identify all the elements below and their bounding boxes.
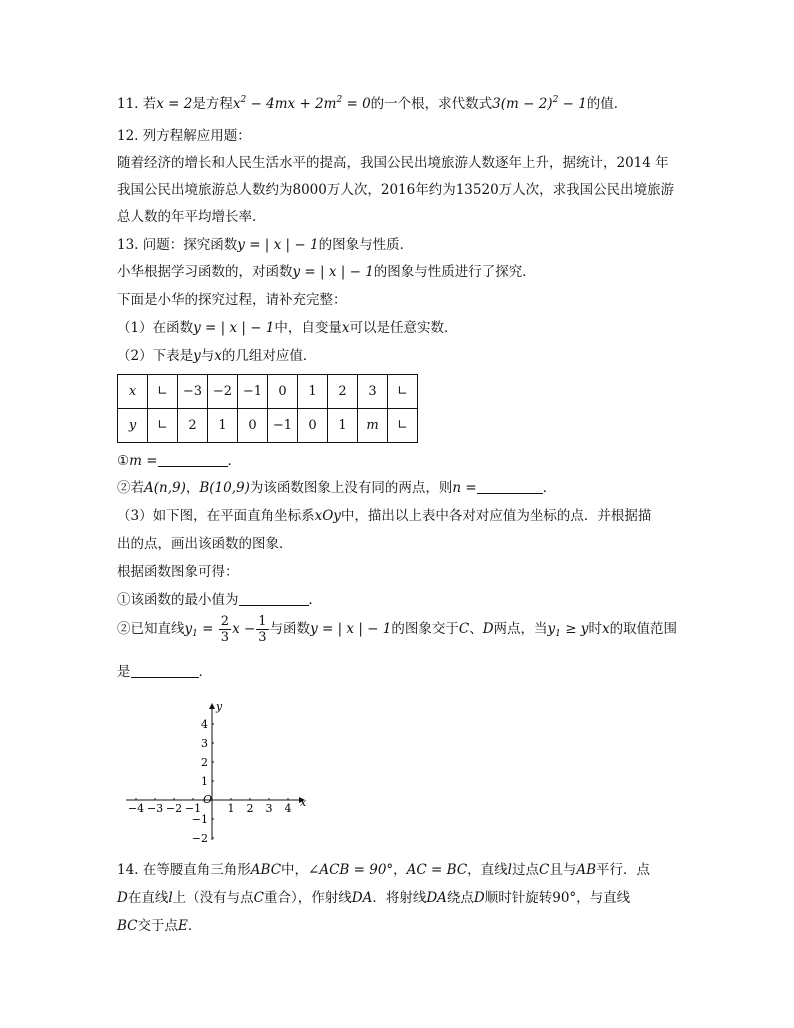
- q13-result-title: 根据函数图象可得：: [117, 564, 239, 580]
- answer-blank[interactable]: [158, 452, 228, 467]
- table-cell: y: [118, 409, 148, 443]
- x-tick-label: −2: [165, 802, 183, 815]
- value-table: [117, 374, 418, 443]
- q14-line-1: 14. 在等腰直角三角形ABC中，∠ACB = 90°，AC = BC，直线l过点C且与AB平行．点: [117, 862, 650, 878]
- y-tick-label: −1: [191, 813, 208, 826]
- table-cell: m: [358, 409, 388, 443]
- fraction-one-third: $\frac{1}{3}$: [258, 614, 267, 645]
- table-cell: −2: [208, 375, 238, 409]
- y-tick-label: 3: [201, 737, 208, 750]
- y-tick-label: 2: [201, 756, 208, 769]
- q13-result-1: ①该函数的最小值为 ．: [117, 592, 322, 608]
- q12-title: 12. 列方程解应用题：: [117, 128, 251, 144]
- y-tick-label: −2: [191, 832, 208, 845]
- answer-blank[interactable]: [477, 479, 543, 494]
- q13-question-m: ①m = ．: [117, 453, 242, 469]
- y-tick-label: 4: [201, 718, 208, 731]
- q13-part3: （3）如下图，在平面直角坐标系xOy中，描出以上表中各对对应值为坐标的点．并根据描: [117, 508, 652, 524]
- x-tick-label: 2: [246, 802, 254, 815]
- table-cell: ∟: [148, 409, 178, 443]
- answer-blank[interactable]: [239, 591, 309, 606]
- table-cell: 1: [208, 409, 238, 443]
- q11-line: 11. 若x = 2是方程$x^2 - 4mx + 2m^2 = 0$的一个根，求代数式$3(m - 2)^2 - 1$的值．: [117, 95, 628, 112]
- q13-line-2: 小华根据学习函数的，对函数y = | x | − 1的图象与性质进行了探究．: [117, 264, 536, 280]
- q13-question-n: ②若A(n,9)，B(10,9)为该函数图象上没有同的两点，则n = ．: [117, 480, 557, 496]
- q13-line-3: 下面是小华的探究过程，请补充完整：: [117, 292, 347, 308]
- table-cell: −1: [268, 409, 298, 443]
- y-tick-label: 1: [201, 775, 208, 788]
- answer-blank[interactable]: [131, 663, 199, 678]
- table-cell: ∟: [388, 409, 418, 443]
- q13-part1: （1）在函数y = | x | − 1中，自变量x可以是任意实数．: [117, 320, 458, 336]
- coordinate-plane: [118, 696, 318, 846]
- q13-result-2: ②已知直线$y_1$ = $\frac{2}{3}$ x − $\frac{1}{3}$ 与函数y = | x | − 1的图象交于C、D两点，当$y_1 \ge y$时x的取值范围: [117, 614, 678, 645]
- y-tick-labels: [192, 718, 214, 845]
- table-row-x: [118, 375, 418, 409]
- x-tick-label: 4: [284, 802, 292, 815]
- table-cell: ∟: [148, 375, 178, 409]
- table-cell: 0: [298, 409, 328, 443]
- x-tick-label: −1: [184, 802, 202, 815]
- table-cell: 0: [268, 375, 298, 409]
- q13-part3-line-2: 出的点，画出该函数的图象．: [117, 536, 293, 552]
- table-row-y: [118, 409, 418, 443]
- q13-part2: （2）下表是y与x的几组对应值．: [117, 348, 317, 364]
- table-cell: 1: [298, 375, 328, 409]
- table-cell: 2: [178, 409, 208, 443]
- q11-equation: $x^2 - 4mx + 2m^2 = 0$: [232, 95, 371, 112]
- q11-number: 11.: [117, 96, 139, 112]
- q12-line-3: 总人数的年平均增长率．: [117, 209, 266, 225]
- table-cell: ∟: [388, 375, 418, 409]
- table-cell: −3: [178, 375, 208, 409]
- origin-label: O: [203, 793, 213, 806]
- x-tick-label: 1: [227, 802, 235, 815]
- table-cell: −1: [238, 375, 268, 409]
- x-tick-label: −4: [127, 802, 145, 815]
- x-axis-label: x: [300, 796, 307, 809]
- table-cell: 3: [358, 375, 388, 409]
- q11-condition: x = 2: [156, 96, 193, 112]
- q11-expression: $3(m - 2)^2 - 1$: [492, 95, 587, 112]
- table-cell: 1: [328, 409, 358, 443]
- q13-result-2-line-2: 是 ．: [117, 664, 212, 680]
- q12-line-2: 我国公民出境旅游总人数约为8000万人次，2016年约为13520万人次，求我国公民出境旅游: [117, 182, 675, 198]
- table-cell: 0: [238, 409, 268, 443]
- y-axis-label: y: [216, 700, 223, 713]
- q14-line-3: BC交于点E．: [117, 918, 202, 934]
- table-cell: 2: [328, 375, 358, 409]
- q14-line-2: D在直线l上（没有与点C重合），作射线DA．将射线DA绕点D顺时针旋转90°，与直线: [117, 890, 631, 906]
- q12-line-1: 随着经济的增长和人民生活水平的提高，我国公民出境旅游人数逐年上升，据统计，2014 年: [117, 155, 669, 171]
- q13-intro: 13. 问题：探究函数y = | x | − 1的图象与性质．: [117, 237, 414, 253]
- fraction-two-thirds: $\frac{2}{3}$: [220, 614, 230, 645]
- x-tick-label: 3: [265, 802, 273, 815]
- x-tick-label: −3: [146, 802, 164, 815]
- table-cell: x: [118, 375, 148, 409]
